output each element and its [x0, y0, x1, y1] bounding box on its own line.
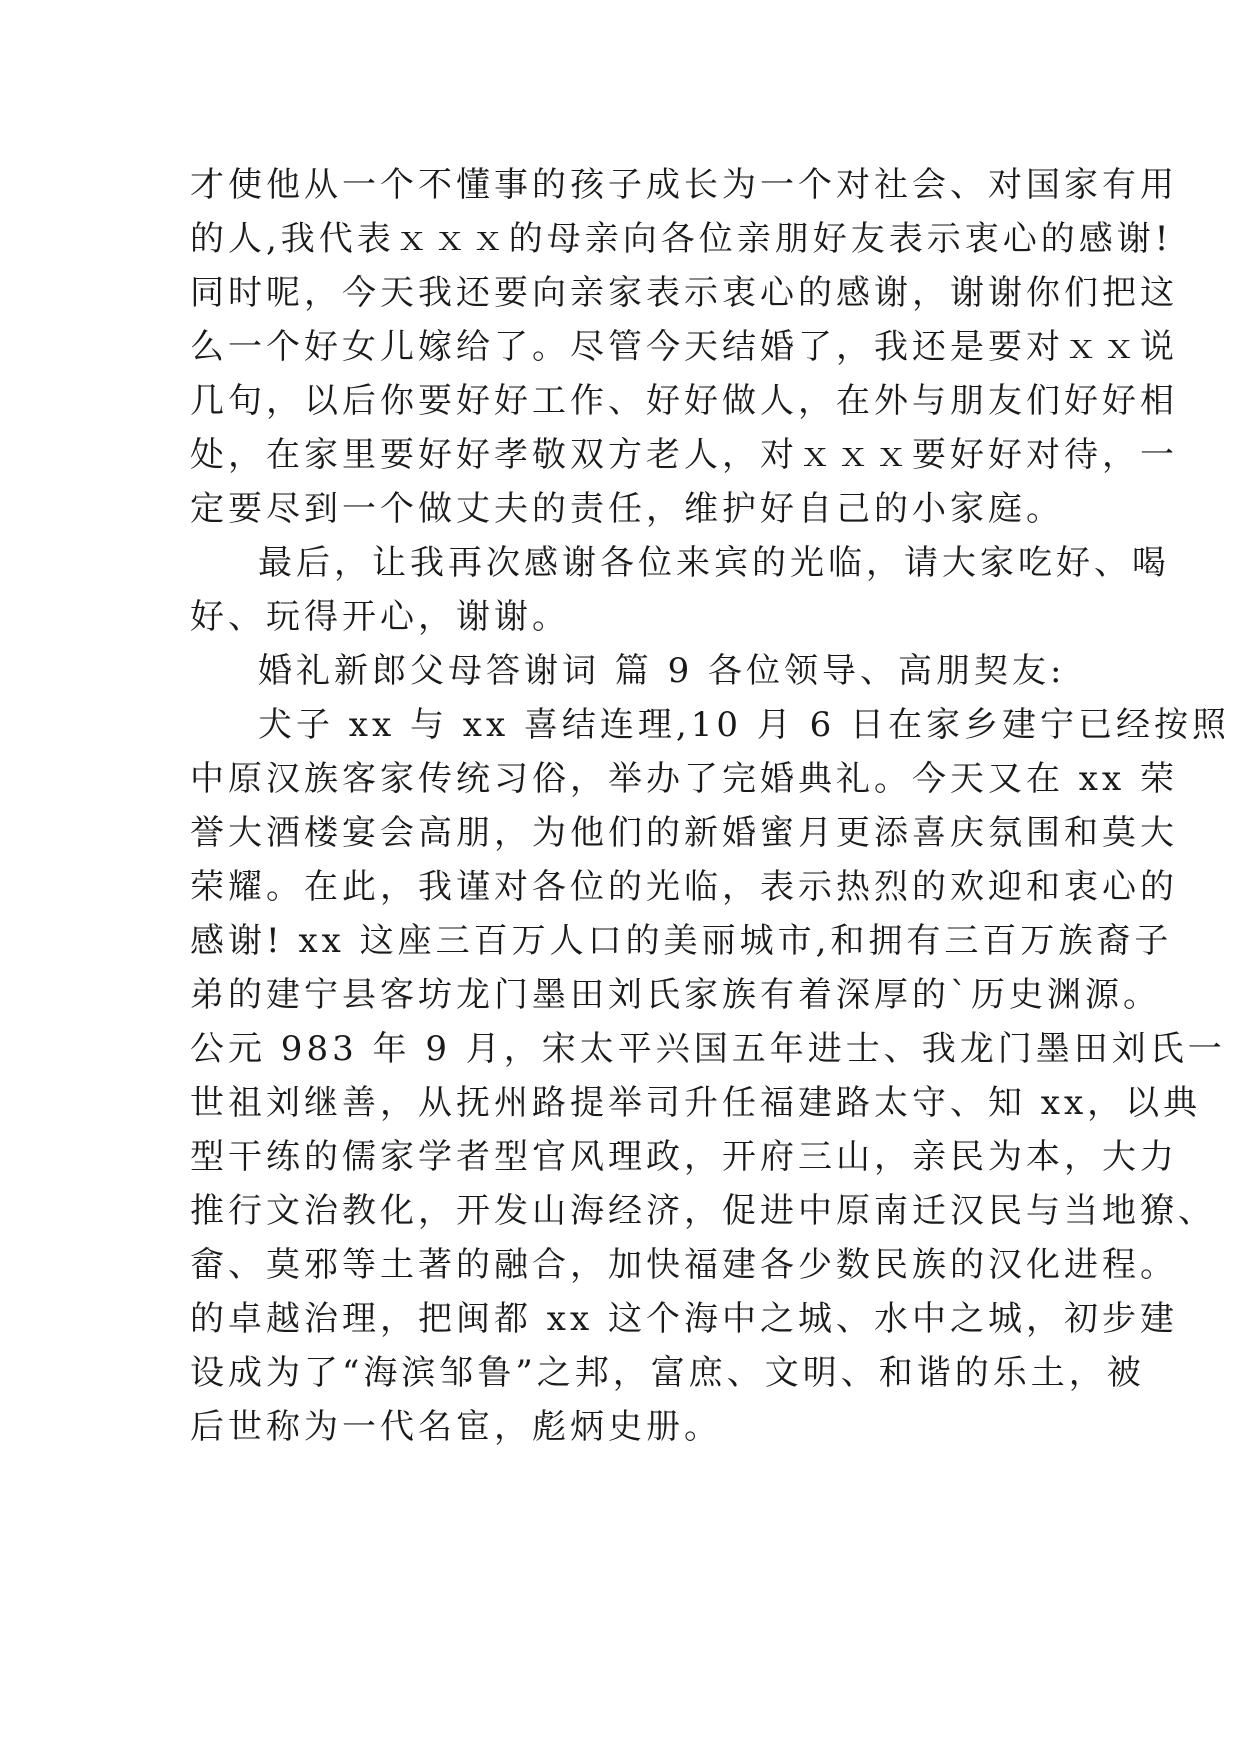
- text-line-23: 设成为了“海滨邹鲁”之邦，富庶、文明、和谐的乐土，被: [190, 1353, 1145, 1393]
- text-line-17: 公元 983 年 9 月，宋太平兴国五年进士、我龙门墨田刘氏一: [190, 1029, 1226, 1069]
- text-line-8: 最后，让我再次感谢各位来宾的光临，请大家吃好、喝: [258, 543, 1170, 583]
- text-line-20: 推行文治教化，开发山海经济，促进中原南迁汉民与当地獠、: [190, 1191, 1216, 1231]
- text-line-6: 处，在家里要好好孝敬双方老人，对ｘｘｘ要好好对待，一: [190, 435, 1178, 475]
- text-line-2: 的人,我代表ｘｘｘ的母亲向各位亲朋好友表示衷心的感谢!: [190, 219, 1173, 259]
- text-line-1: 才使他从一个不懂事的孩子成长为一个对社会、对国家有用: [190, 165, 1178, 205]
- text-line-4: 么一个好女儿嫁给了。尽管今天结婚了，我还是要对ｘｘ说: [190, 327, 1178, 367]
- text-line-14: 荣耀。在此，我谨对各位的光临，表示热烈的欢迎和衷心的: [190, 867, 1178, 907]
- text-line-15: 感谢! xx 这座三百万人口的美丽城市,和拥有三百万族裔子: [190, 921, 1173, 961]
- text-line-7: 定要尽到一个做丈夫的责任，维护好自己的小家庭。: [190, 489, 1064, 529]
- text-line-12: 中原汉族客家传统习俗，举办了完婚典礼。今天又在 xx 荣: [190, 759, 1178, 799]
- text-line-3: 同时呢，今天我还要向亲家表示衷心的感谢，谢谢你们把这: [190, 273, 1178, 313]
- text-line-13: 誉大酒楼宴会高朋，为他们的新婚蜜月更添喜庆氛围和莫大: [190, 813, 1178, 853]
- text-line-21: 畲、莫邪等土著的融合，加快福建各少数民族的汉化进程。: [190, 1245, 1178, 1285]
- text-line-24: 后世称为一代名宦，彪炳史册。: [190, 1407, 722, 1447]
- text-line-5: 几句，以后你要好好工作、好好做人，在外与朋友们好好相: [190, 381, 1178, 421]
- text-line-16: 弟的建宁县客坊龙门墨田刘氏家族有着深厚的`历史渊源。: [190, 975, 1161, 1015]
- text-line-18: 世祖刘继善，从抚州路提举司升任福建路太守、知 xx，以典: [190, 1083, 1202, 1123]
- text-line-22: 的卓越治理，把闽都 xx 这个海中之城、水中之城，初步建: [190, 1299, 1178, 1339]
- text-line-9: 好、玩得开心，谢谢。: [190, 597, 570, 637]
- text-line-11: 犬子 xx 与 xx 喜结连理,10 月 6 日在家乡建宁已经按照: [258, 705, 1231, 745]
- section-heading: 婚礼新郎父母答谢词 篇 9 各位领导、高朋契友:: [258, 651, 1066, 691]
- text-line-19: 型干练的儒家学者型官风理政，开府三山，亲民为本，大力: [190, 1137, 1178, 1177]
